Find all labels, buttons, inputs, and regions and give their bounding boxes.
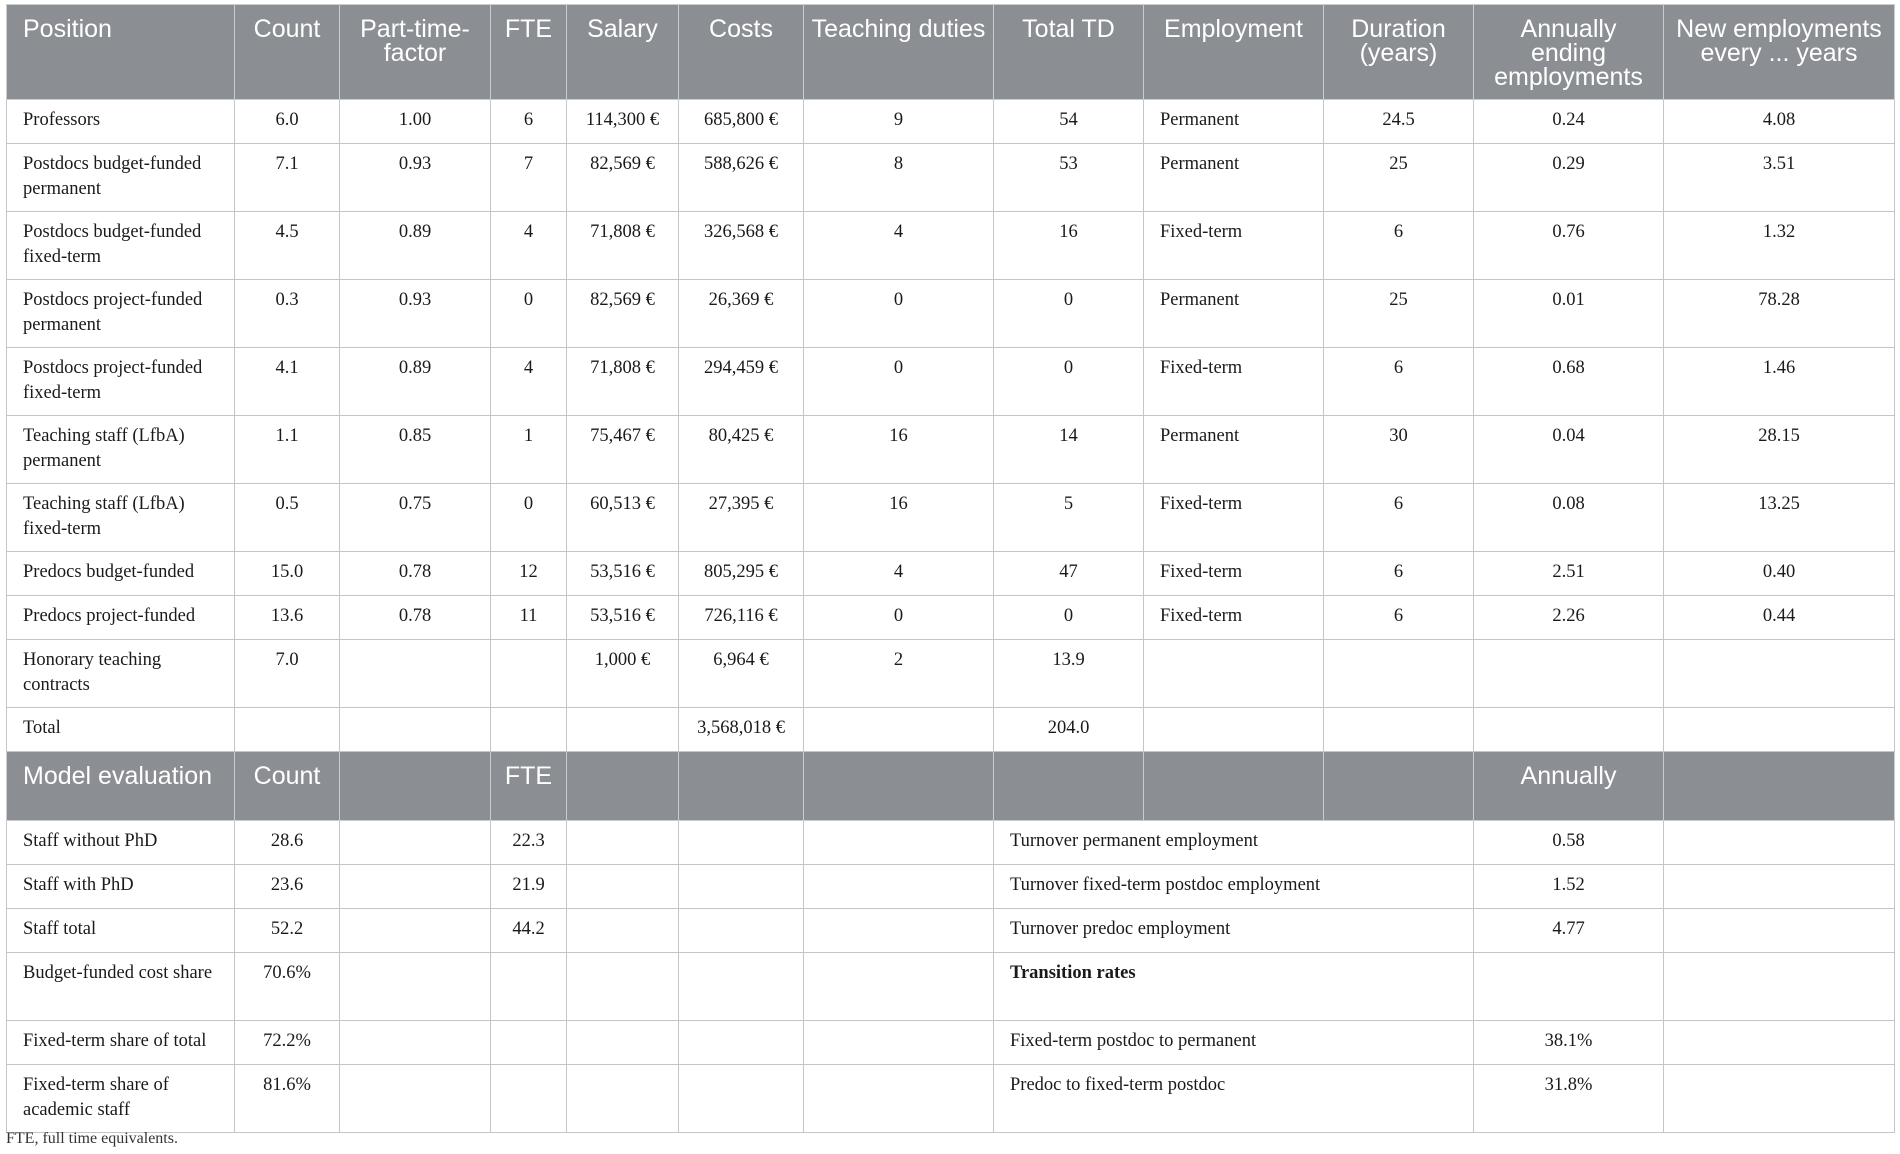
header-employment: Employment: [1144, 5, 1324, 100]
table-cell: [1474, 708, 1664, 752]
table-row: [7, 212, 1895, 280]
table-cell: 0.93: [340, 280, 491, 348]
evaluation-fte: [491, 1065, 567, 1133]
table-cell: 8: [804, 144, 994, 212]
table-cell: 1.1: [235, 416, 340, 484]
table-cell: 16: [804, 484, 994, 552]
empty-cell: [340, 1021, 491, 1065]
table-cell: 80,425 €: [679, 416, 804, 484]
table-cell: 0: [804, 596, 994, 640]
evaluation-label: Staff with PhD: [7, 865, 235, 909]
table-cell: [1324, 640, 1474, 708]
evaluation-count: 28.6: [235, 821, 340, 865]
header-costs: Costs: [679, 5, 804, 100]
table-cell: 75,467 €: [567, 416, 679, 484]
table-cell: Fixed-term: [1144, 552, 1324, 596]
table-cell: 4.5: [235, 212, 340, 280]
table-cell: 53: [994, 144, 1144, 212]
table-cell: 7.0: [235, 640, 340, 708]
evaluation-metric-label: Turnover fixed-term postdoc employment: [994, 865, 1474, 909]
empty-cell: [340, 953, 491, 1021]
table-cell: 12: [491, 552, 567, 596]
table-cell: 0: [491, 280, 567, 348]
header-eval-empty-5: [994, 752, 1144, 821]
table-cell: 0.5: [235, 484, 340, 552]
table-cell: 13.25: [1664, 484, 1895, 552]
table-cell: 30: [1324, 416, 1474, 484]
empty-cell: [567, 821, 679, 865]
empty-cell: [804, 821, 994, 865]
evaluation-label: Budget-funded cost share: [7, 953, 235, 1021]
evaluation-row: [7, 865, 1895, 909]
table-row: [7, 280, 1895, 348]
table-cell: Predocs budget-funded: [7, 552, 235, 596]
header-salary: Salary: [567, 5, 679, 100]
table-cell: 6,964 €: [679, 640, 804, 708]
table-cell: 1.46: [1664, 348, 1895, 416]
table-cell: [340, 708, 491, 752]
empty-cell: [679, 1065, 804, 1133]
evaluation-rows: [7, 821, 1895, 1133]
table-cell: 2: [804, 640, 994, 708]
table-cell: 0.40: [1664, 552, 1895, 596]
table-cell: 588,626 €: [679, 144, 804, 212]
table-cell: 60,513 €: [567, 484, 679, 552]
table-cell: 47: [994, 552, 1144, 596]
header-teaching-duties: Teaching duties: [804, 5, 994, 100]
table-cell: [491, 640, 567, 708]
table-cell: Permanent: [1144, 100, 1324, 144]
evaluation-fte: [491, 953, 567, 1021]
position-rows: [7, 100, 1895, 752]
table-cell: [235, 708, 340, 752]
evaluation-header-row: [7, 752, 1895, 821]
table-cell: [1144, 708, 1324, 752]
table-cell: 0.24: [1474, 100, 1664, 144]
column-header-row: [7, 5, 1895, 100]
empty-cell: [340, 909, 491, 953]
table-cell: 9: [804, 100, 994, 144]
table-cell: 685,800 €: [679, 100, 804, 144]
table-cell: 6: [1324, 348, 1474, 416]
table-cell: 726,116 €: [679, 596, 804, 640]
table-cell: 26,369 €: [679, 280, 804, 348]
table-cell: 294,459 €: [679, 348, 804, 416]
table-cell: 2.51: [1474, 552, 1664, 596]
evaluation-fte: 21.9: [491, 865, 567, 909]
empty-cell: [567, 865, 679, 909]
table-cell: Postdocs project-funded fixed-term: [7, 348, 235, 416]
header-eval-empty-4: [804, 752, 994, 821]
table-cell: 16: [804, 416, 994, 484]
header-eval-fte: FTE: [491, 752, 567, 821]
table-cell: 1.00: [340, 100, 491, 144]
evaluation-count: 72.2%: [235, 1021, 340, 1065]
table-cell: 54: [994, 100, 1144, 144]
table-cell: 0.01: [1474, 280, 1664, 348]
header-annually-ending: Annually ending employments: [1474, 5, 1664, 100]
table-cell: Total: [7, 708, 235, 752]
table-cell: 0.3: [235, 280, 340, 348]
empty-cell: [1664, 821, 1895, 865]
evaluation-metric-label: Turnover permanent employment: [994, 821, 1474, 865]
table-cell: 114,300 €: [567, 100, 679, 144]
table-cell: 326,568 €: [679, 212, 804, 280]
table-cell: Professors: [7, 100, 235, 144]
table-row: [7, 552, 1895, 596]
empty-cell: [567, 1021, 679, 1065]
evaluation-row: [7, 821, 1895, 865]
table-cell: [1144, 640, 1324, 708]
table-cell: 4: [491, 212, 567, 280]
table-cell: 0.76: [1474, 212, 1664, 280]
table-cell: 11: [491, 596, 567, 640]
table-row: [7, 348, 1895, 416]
table-cell: Permanent: [1144, 416, 1324, 484]
table-cell: 71,808 €: [567, 212, 679, 280]
table-cell: 0.78: [340, 552, 491, 596]
empty-cell: [340, 865, 491, 909]
table-cell: 6: [1324, 552, 1474, 596]
table-cell: 15.0: [235, 552, 340, 596]
table-cell: 0: [994, 596, 1144, 640]
header-eval-annually: Annually: [1474, 752, 1664, 821]
table-cell: 0.44: [1664, 596, 1895, 640]
header-eval-empty-8: [1664, 752, 1895, 821]
table-cell: [1664, 708, 1895, 752]
empty-cell: [567, 909, 679, 953]
empty-cell: [804, 909, 994, 953]
table-cell: 82,569 €: [567, 280, 679, 348]
table-cell: 13.6: [235, 596, 340, 640]
table-cell: [340, 640, 491, 708]
table-cell: 3,568,018 €: [679, 708, 804, 752]
table-row: [7, 416, 1895, 484]
table-row: [7, 144, 1895, 212]
empty-cell: [804, 1021, 994, 1065]
evaluation-metric-value: 38.1%: [1474, 1021, 1664, 1065]
table-cell: 25: [1324, 280, 1474, 348]
table-cell: 53,516 €: [567, 596, 679, 640]
table-cell: 78.28: [1664, 280, 1895, 348]
header-total-td: Total TD: [994, 5, 1144, 100]
table-cell: 2.26: [1474, 596, 1664, 640]
table-cell: Predocs project-funded: [7, 596, 235, 640]
table-cell: 0.08: [1474, 484, 1664, 552]
header-duration: Duration (years): [1324, 5, 1474, 100]
evaluation-fte: 22.3: [491, 821, 567, 865]
evaluation-label: Staff without PhD: [7, 821, 235, 865]
table-cell: 4: [804, 552, 994, 596]
table-cell: Fixed-term: [1144, 212, 1324, 280]
header-fte: FTE: [491, 5, 567, 100]
table-cell: 204.0: [994, 708, 1144, 752]
header-eval-empty-3: [679, 752, 804, 821]
header-eval-empty-1: [340, 752, 491, 821]
table-cell: [1324, 708, 1474, 752]
evaluation-label: Fixed-term share of academic staff: [7, 1065, 235, 1133]
evaluation-metric-value: 4.77: [1474, 909, 1664, 953]
evaluation-metric-label: Turnover predoc employment: [994, 909, 1474, 953]
empty-cell: [679, 865, 804, 909]
table-cell: 16: [994, 212, 1144, 280]
table-cell: Teaching staff (LfbA) fixed-term: [7, 484, 235, 552]
empty-cell: [1664, 1021, 1895, 1065]
table-cell: Fixed-term: [1144, 596, 1324, 640]
table-cell: Teaching staff (LfbA) permanent: [7, 416, 235, 484]
evaluation-row: [7, 909, 1895, 953]
table-row: [7, 100, 1895, 144]
evaluation-count: 81.6%: [235, 1065, 340, 1133]
table-cell: 6: [1324, 484, 1474, 552]
evaluation-row: [7, 1021, 1895, 1065]
table-cell: 71,808 €: [567, 348, 679, 416]
table-cell: 1: [491, 416, 567, 484]
header-position: Position: [7, 5, 235, 100]
table-cell: 13.9: [994, 640, 1144, 708]
empty-cell: [567, 953, 679, 1021]
table-cell: Postdocs budget-funded permanent: [7, 144, 235, 212]
table-cell: Postdocs project-funded permanent: [7, 280, 235, 348]
evaluation-metric-value: 31.8%: [1474, 1065, 1664, 1133]
header-eval-empty-6: [1144, 752, 1324, 821]
table-cell: 4.08: [1664, 100, 1895, 144]
table-cell: 6: [491, 100, 567, 144]
empty-cell: [804, 953, 994, 1021]
evaluation-row: [7, 1065, 1895, 1133]
table-row: [7, 708, 1895, 752]
table-cell: 0.89: [340, 348, 491, 416]
table-cell: 4: [491, 348, 567, 416]
table-cell: Honorary teaching contracts: [7, 640, 235, 708]
empty-cell: [804, 1065, 994, 1133]
table-cell: 0: [804, 348, 994, 416]
empty-cell: [567, 1065, 679, 1133]
table-cell: Fixed-term: [1144, 348, 1324, 416]
table-cell: 53,516 €: [567, 552, 679, 596]
table-row: [7, 596, 1895, 640]
table-row: [7, 640, 1895, 708]
table-cell: Permanent: [1144, 280, 1324, 348]
evaluation-section: [7, 752, 1895, 821]
table-cell: [804, 708, 994, 752]
staff-model-table-container: [6, 4, 1894, 1133]
table-cell: [491, 708, 567, 752]
table-cell: 4.1: [235, 348, 340, 416]
empty-cell: [679, 909, 804, 953]
header-new-employments: New employments every ... years: [1664, 5, 1895, 100]
table-cell: Permanent: [1144, 144, 1324, 212]
table-cell: 1.32: [1664, 212, 1895, 280]
table-cell: 0.29: [1474, 144, 1664, 212]
header-part-time-factor: Part-time-factor: [340, 5, 491, 100]
table-cell: [1664, 640, 1895, 708]
evaluation-count: 23.6: [235, 865, 340, 909]
table-cell: 1,000 €: [567, 640, 679, 708]
table-cell: 24.5: [1324, 100, 1474, 144]
table-cell: 3.51: [1664, 144, 1895, 212]
empty-cell: [340, 821, 491, 865]
header-count: Count: [235, 5, 340, 100]
table-cell: 0: [994, 348, 1144, 416]
empty-cell: [1664, 953, 1895, 1021]
table-cell: 28.15: [1664, 416, 1895, 484]
evaluation-row: [7, 953, 1895, 1021]
evaluation-count: 52.2: [235, 909, 340, 953]
table-cell: 0.75: [340, 484, 491, 552]
empty-cell: [1664, 909, 1895, 953]
empty-cell: [1664, 1065, 1895, 1133]
table-cell: 6: [1324, 212, 1474, 280]
empty-cell: [804, 865, 994, 909]
table-cell: 805,295 €: [679, 552, 804, 596]
header-eval-empty-2: [567, 752, 679, 821]
table-cell: Fixed-term: [1144, 484, 1324, 552]
table-cell: 0.68: [1474, 348, 1664, 416]
empty-cell: [679, 821, 804, 865]
table-cell: 0.78: [340, 596, 491, 640]
evaluation-metric-value: [1474, 953, 1664, 1021]
evaluation-metric-label: Predoc to fixed-term postdoc: [994, 1065, 1474, 1133]
table-row: [7, 484, 1895, 552]
table-cell: Postdocs budget-funded fixed-term: [7, 212, 235, 280]
table-cell: 0: [491, 484, 567, 552]
table-cell: 4: [804, 212, 994, 280]
table-cell: 14: [994, 416, 1144, 484]
header-eval-empty-7: [1324, 752, 1474, 821]
evaluation-label: Staff total: [7, 909, 235, 953]
evaluation-metric-label: Transition rates: [994, 953, 1474, 1021]
header-eval-count: Count: [235, 752, 340, 821]
table-cell: 6: [1324, 596, 1474, 640]
evaluation-label: Fixed-term share of total: [7, 1021, 235, 1065]
table-cell: 0.93: [340, 144, 491, 212]
table-cell: 5: [994, 484, 1144, 552]
staff-model-table: [6, 4, 1895, 1133]
table-cell: 82,569 €: [567, 144, 679, 212]
table-cell: 27,395 €: [679, 484, 804, 552]
evaluation-metric-label: Fixed-term postdoc to permanent: [994, 1021, 1474, 1065]
evaluation-metric-value: 0.58: [1474, 821, 1664, 865]
empty-cell: [679, 953, 804, 1021]
table-cell: 0: [994, 280, 1144, 348]
evaluation-fte: 44.2: [491, 909, 567, 953]
header-model-evaluation: Model evaluation: [7, 752, 235, 821]
evaluation-fte: [491, 1021, 567, 1065]
empty-cell: [340, 1065, 491, 1133]
table-cell: 0: [804, 280, 994, 348]
table-cell: 6.0: [235, 100, 340, 144]
table-cell: 25: [1324, 144, 1474, 212]
table-cell: 0.89: [340, 212, 491, 280]
empty-cell: [679, 1021, 804, 1065]
table-cell: 0.04: [1474, 416, 1664, 484]
evaluation-metric-value: 1.52: [1474, 865, 1664, 909]
table-cell: [567, 708, 679, 752]
empty-cell: [1664, 865, 1895, 909]
table-cell: 0.85: [340, 416, 491, 484]
evaluation-count: 70.6%: [235, 953, 340, 1021]
table-cell: 7: [491, 144, 567, 212]
table-footnote: FTE, full time equivalents.: [6, 1130, 178, 1147]
table-cell: [1474, 640, 1664, 708]
table-cell: 7.1: [235, 144, 340, 212]
